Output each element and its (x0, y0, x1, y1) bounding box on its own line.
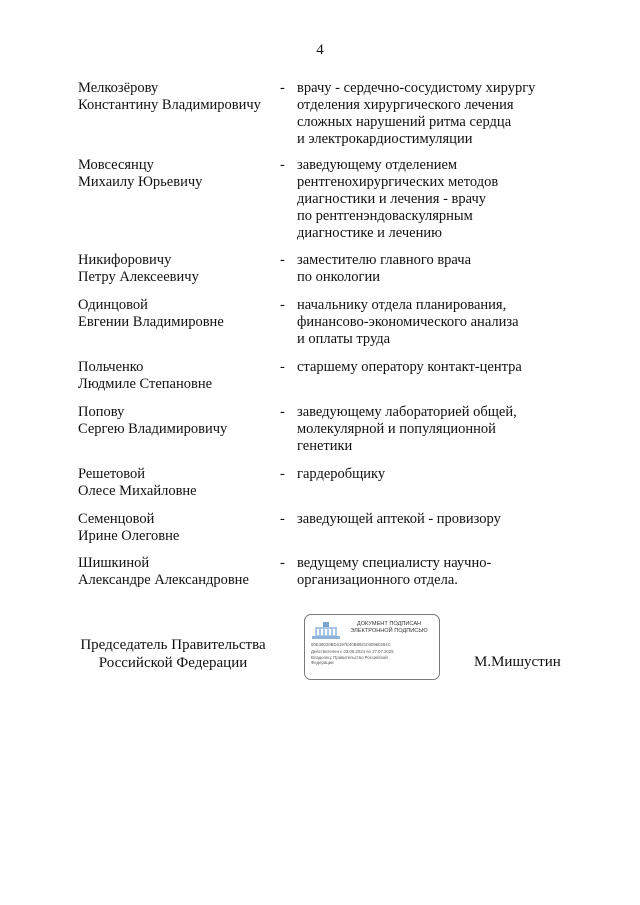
stamp-header-line: ДОКУМЕНТ ПОДПИСАН (356, 621, 422, 627)
stamp-header-line: ЭЛЕКТРОННОЙ ПОДПИСЬЮ (350, 628, 428, 634)
signer-title (78, 636, 268, 672)
position-title (297, 466, 572, 483)
stamp-details (311, 649, 436, 666)
person-surname: Польченко (78, 359, 144, 375)
person-surname: Мовсесянцу (78, 157, 154, 173)
position-line: финансово-экономического анализа (297, 314, 519, 330)
stamp-owner-line: Федерации (311, 660, 334, 665)
entry-dash: - (280, 80, 285, 96)
person-surname: Мелкозёрову (78, 80, 159, 96)
position-line: организационного отдела. (297, 572, 458, 588)
position-line: по рентгенэндоваскулярным (297, 208, 473, 224)
entry-dash: - (280, 466, 285, 482)
position-line: и оплаты труда (297, 331, 391, 347)
position-title (297, 511, 572, 528)
entry-dash: - (280, 157, 285, 173)
person-surname: Одинцовой (78, 297, 148, 313)
person-name (78, 252, 278, 286)
person-given-names: Александре Александровне (78, 572, 249, 588)
position-title (297, 404, 572, 455)
person-name (78, 80, 278, 114)
person-given-names: Людмиле Степановне (78, 376, 213, 392)
person-surname: Шишкиной (78, 555, 150, 571)
person-name (78, 359, 278, 393)
position-line: сложных нарушений ритма сердца (297, 114, 512, 130)
position-line: заведующей аптекой - провизору (297, 511, 501, 527)
position-line: и электрокардиостимуляции (297, 131, 473, 147)
position-line: молекулярной и популяционной (297, 421, 496, 437)
person-given-names: Сергею Владимировичу (78, 421, 228, 437)
position-title (297, 555, 572, 589)
position-line: по онкологии (297, 269, 380, 285)
person-given-names: Евгении Владимировне (78, 314, 224, 330)
position-line: начальнику отдела планирования, (297, 297, 507, 313)
entry-dash: - (280, 297, 285, 313)
position-title (297, 297, 572, 348)
position-title (297, 252, 572, 286)
person-surname: Никифоровичу (78, 252, 172, 268)
signer-title-line: Председатель Правительства (80, 637, 266, 653)
person-name (78, 555, 278, 589)
entry-dash: - (280, 555, 285, 571)
person-given-names: Олесе Михайловне (78, 483, 197, 499)
stamp-header (343, 621, 435, 635)
position-line: отделения хирургического лечения (297, 97, 514, 113)
person-name (78, 466, 278, 500)
position-line: рентгенохирургических методов (297, 174, 499, 190)
government-building-icon (311, 620, 341, 640)
position-title (297, 80, 572, 148)
position-line: диагностики и лечения - врачу (297, 191, 487, 207)
person-given-names: Константину Владимировичу (78, 97, 261, 113)
position-line: гардеробщику (297, 466, 386, 482)
person-surname: Попову (78, 404, 125, 420)
position-line: заместителю главного врача (297, 252, 472, 268)
person-name (78, 297, 278, 331)
position-line: ведущему специалисту научно- (297, 555, 492, 571)
person-surname: Семенцовой (78, 511, 155, 527)
entry-dash: - (280, 404, 285, 420)
person-name (78, 404, 278, 438)
position-line: старшему оператору контакт-центра (297, 359, 522, 375)
entry-dash: - (280, 511, 285, 527)
position-line: генетики (297, 438, 353, 454)
electronic-signature-stamp (304, 614, 440, 680)
person-given-names: Ирине Олеговне (78, 528, 180, 544)
position-title (297, 157, 572, 242)
person-name (78, 511, 278, 545)
person-given-names: Михаилу Юрьевичу (78, 174, 203, 190)
entry-dash: - (280, 359, 285, 375)
person-name (78, 157, 278, 191)
signer-title-line: Российской Федерации (98, 655, 248, 671)
position-line: диагностике и лечению (297, 225, 442, 241)
stamp-validity: Действителен с 03.05.2024 по 27.07.2025 (311, 649, 394, 654)
stamp-certificate-number: 00E38020BD2197E40B8921030960294C (311, 642, 391, 647)
position-line: заведующему отделением (297, 157, 458, 173)
position-title (297, 359, 572, 376)
signer-name: М.Мишустин (474, 654, 561, 670)
position-line: врачу - сердечно-сосудистому хирургу (297, 80, 536, 96)
entry-dash: - (280, 252, 285, 268)
person-surname: Решетовой (78, 466, 146, 482)
person-given-names: Петру Алексеевичу (78, 269, 199, 285)
page-number: 4 (316, 42, 324, 58)
position-line: заведующему лабораторией общей, (297, 404, 517, 420)
stamp-owner-line: Владелец: Правительство Российской (311, 654, 388, 660)
